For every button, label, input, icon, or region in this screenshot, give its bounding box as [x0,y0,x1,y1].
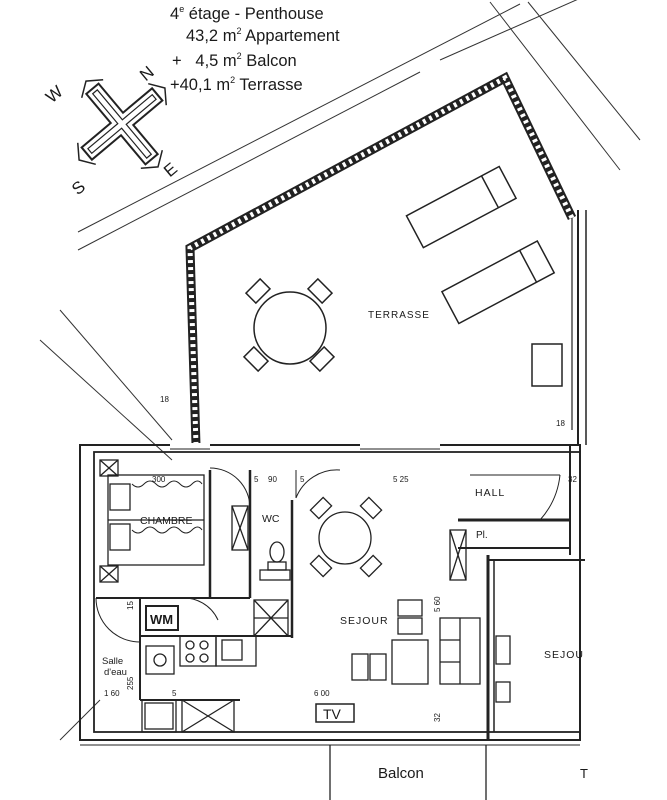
living-room-furniture [310,497,510,702]
dimension-5: 5 [172,689,177,698]
compass-cross [43,45,201,203]
compass-west-label: W [42,81,67,107]
wc-fixtures [254,542,290,636]
room-label-terrasse: TERRASSE [368,310,430,321]
area-apartment-value: 43,2 m [186,27,237,45]
dimension-255: 255 [126,676,135,690]
floor-number: 4 [170,5,180,23]
dimension-90: 90 [268,475,277,484]
dimension-525: 5 25 [393,475,409,484]
area-apartment-label: Appartement [245,27,340,45]
area-balcony-label: Balcon [246,52,297,70]
dimension-300: 300 [152,475,166,484]
dimension-18: 18 [160,395,169,404]
interior-partitions [96,468,292,700]
sun-lounger [442,241,554,323]
terrace-chair [246,279,270,303]
area-terrace-label: Terrasse [239,76,303,94]
coffee-table [392,640,428,684]
terrace-parapet [190,78,586,445]
compass-north-label: N [136,62,158,85]
sun-lounger [406,167,516,248]
floor-title-rest: étage - Penthouse [184,5,324,23]
dimension-160: 1 60 [104,689,120,698]
compass-south-label: S [68,176,89,199]
dimension-5: 5 [300,475,305,484]
compass-rose [42,45,201,203]
area-balcony-value: + 4,5 m [172,52,237,70]
wc-sink [260,570,290,580]
terrace-chair [244,347,268,371]
pillow [110,524,130,550]
neighbor-chair [496,636,510,664]
room-label-sejour: SEJOUR [340,615,389,627]
dining-chair [310,497,331,518]
dining-chair [360,497,381,518]
pillow [110,484,130,510]
pouf [352,654,368,680]
tv-label: TV [323,706,341,722]
dimension-560: 5 60 [433,596,442,612]
room-label-salle-line2: d'eau [104,667,127,678]
dimension-32: 32 [568,475,577,484]
dimension-5: 5 [254,475,259,484]
dimension-600: 6 00 [314,689,330,698]
terrace-furniture [244,167,562,386]
site-lines [40,0,667,740]
dining-chair [360,555,381,576]
terrace-chair [310,347,334,371]
compass-east-label: E [160,158,181,181]
neighbor-chair [496,682,510,702]
dining-table [319,512,371,564]
shower [142,700,176,732]
hob [180,636,216,666]
armchair [398,618,422,634]
armchair [398,600,422,616]
edge-label-t: T [580,766,588,781]
room-label-wc: WC [262,513,280,525]
washing-machine-label: WM [150,612,174,627]
room-label-salle-line1: Salle [102,656,124,667]
room-label-hall: HALL [475,487,506,499]
room-label-balcon: Balcon [378,765,424,782]
terrace-planter [532,344,562,386]
bath-sink [146,646,174,674]
area-terrace-sup: 2 [230,75,236,85]
room-label-placard: Pl. [476,530,488,541]
area-balcony-sup: 2 [236,51,242,61]
floor-suffix: e [179,4,185,14]
area-terrace-value: +40,1 m [170,76,231,94]
room-label-chambre: CHAMBRE [140,515,193,527]
terrace-table [254,292,326,364]
toilet [270,542,284,562]
dimension-15: 15 [126,601,135,610]
dimension-18: 18 [556,419,565,428]
area-apartment-sup: 2 [236,26,242,36]
pouf [370,654,386,680]
room-label-sejour-neighbor: SEJOU [544,649,585,661]
dimension-32: 32 [433,713,442,722]
